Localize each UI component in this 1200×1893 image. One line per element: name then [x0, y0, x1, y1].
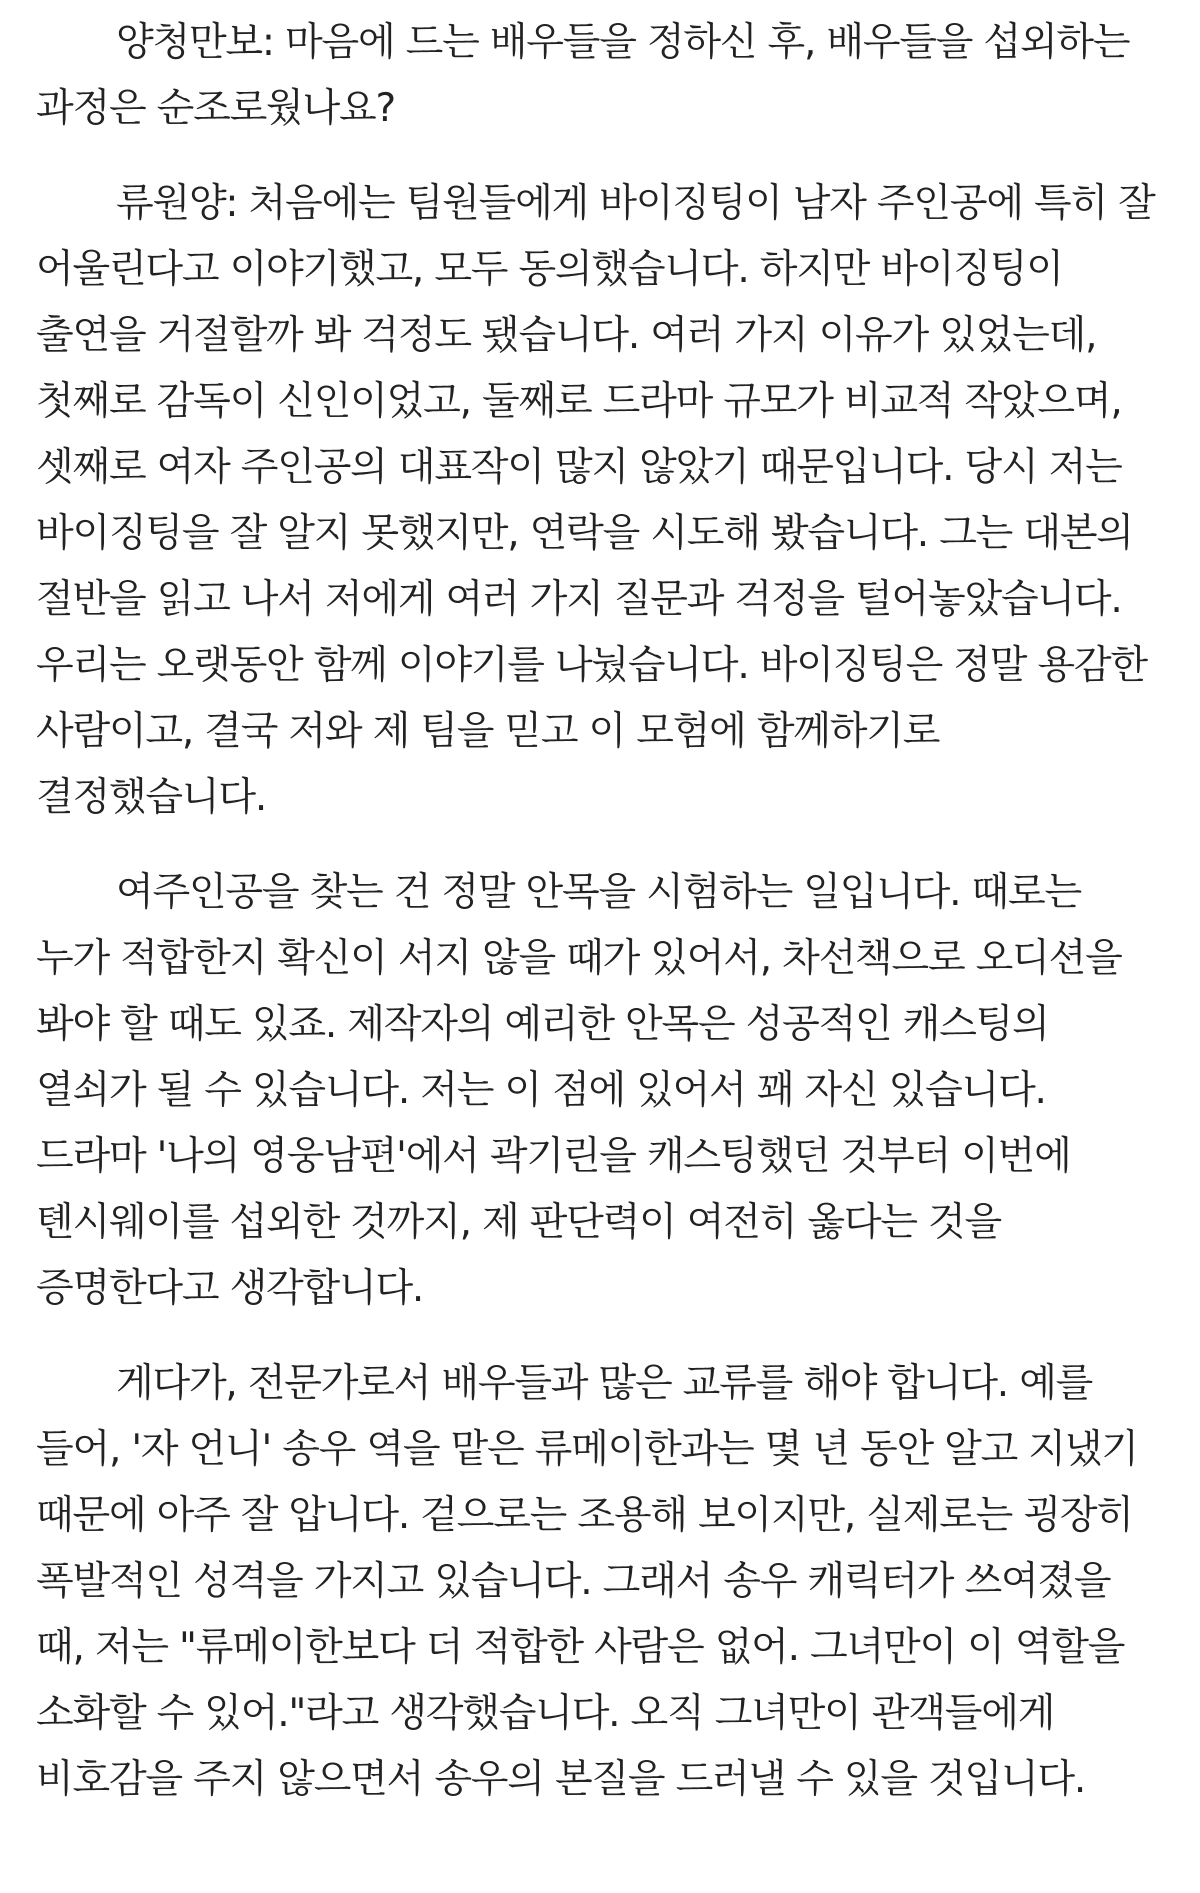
paragraph-casting-male-lead: 류원양: 처음에는 팀원들에게 바이징팅이 남자 주인공에 특히 잘 어울린다고 이야기했고, 모두 동의했습니다. 하지만 바이징팅이 출연을 거절할까 봐 걱정도 됐습니다. 여러 가지 이유가 있었는데, 첫째로 감독이 신인이었고, 둘째로 드라마 규모가 비교적 작았으며, 셋째로 여자 주인공의 대표작이 많지 않았기 때문입니다. 당시 저는 바이징팅을 잘 알지 못했지만, 연락을 시도해 봤습니다. 그는 대본의 절반을 읽고 나서 저에게 여러 가지 질문과 걱정을 털어놓았습니다. 우리는 오랫동안 함께 이야기를 나눴습니다. 바이징팅은 정말 용감한 사람이고, 결국 저와 제 팀을 믿고 이 모험에 함께하기로 결정했습니다. [36, 181, 1155, 820]
paragraph-casting-supporting-role: 게다가, 전문가로서 배우들과 많은 교류를 해야 합니다. 예를 들어, '자 언니' 송우 역을 맡은 류메이한과는 몇 년 동안 알고 지냈기 때문에 아주 잘 압니다. 겉으로는 조용해 보이지만, 실제로는 굉장히 폭발적인 성격을 가지고 있습니다. 그래서 송우 캐릭터가 쓰여졌을 때, 저는 "류메이한보다 더 적합한 사람은 없어. 그녀만이 이 역할을 소화할 수 있어."라고 생각했습니다. 오직 그녀만이 관객들에게 비호감을 주지 않으면서 송우의 본질을 드러낼 수 있을 것입니다. [36, 1361, 1138, 1802]
paragraph-interview-question: 양청만보: 마음에 드는 배우들을 정하신 후, 배우들을 섭외하는 과정은 순조로웠나요? [36, 20, 1130, 131]
paragraph-casting-female-lead: 여주인공을 찾는 건 정말 안목을 시험하는 일입니다. 때로는 누가 적합한지 확신이 서지 않을 때가 있어서, 차선책으로 오디션을 봐야 할 때도 있죠. 제작자의 예리한 안목은 성공적인 캐스팅의 열쇠가 될 수 있습니다. 저는 이 점에 있어서 꽤 자신 있습니다. 드라마 '나의 영웅남편'에서 곽기린을 캐스팅했던 것부터 이번에 톈시웨이를 섭외한 것까지, 제 판단력이 여전히 옳다는 것을 증명한다고 생각합니다. [36, 870, 1122, 1311]
